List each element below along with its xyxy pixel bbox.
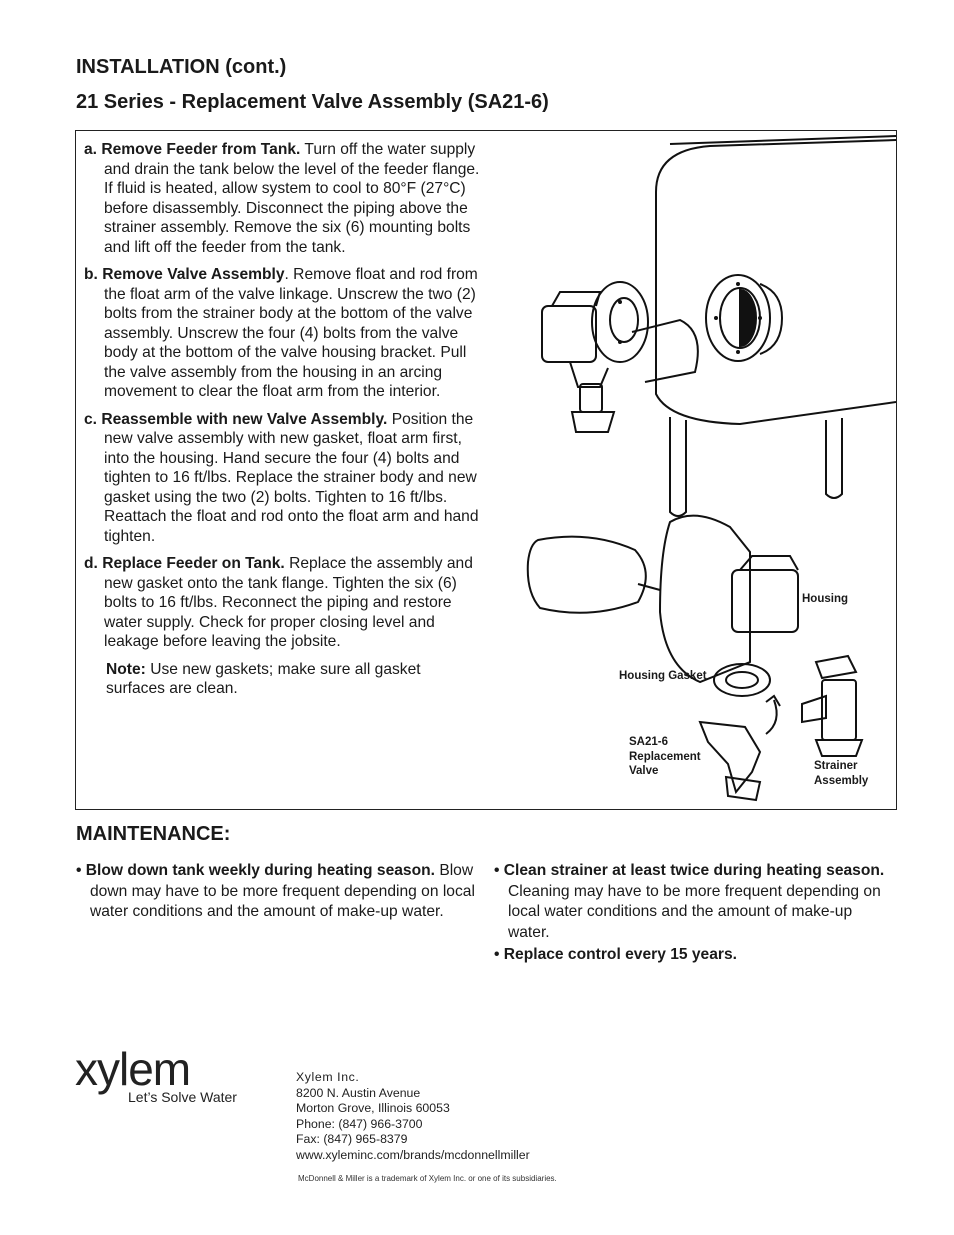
step-d-text: Replace the assembly and new gasket onto the tank flange. Tighten the six (6) bolts to 16 ft/lbs. Reconnect the piping and restore water supply. Check for proper closing level and leakage before leaving the jobsite. — [104, 555, 473, 650]
maintenance-item-lead: • Clean strainer at least twice during heating season. — [494, 862, 885, 879]
strainer-body — [822, 680, 856, 740]
maintenance-item-lead: • Replace control every 15 years. — [494, 946, 737, 963]
feeder-diagram — [520, 132, 896, 808]
step-c — [84, 410, 480, 547]
note-text: Use new gaskets; make sure all gasket surfaces are clean. — [106, 660, 421, 697]
step-c-text: Position the new valve assembly with new gasket, float arm first, into the housing. Hand secure the four (4) bolts and tighten to 16 ft/lbs. Replace the strainer body and new gasket using the two (2) bolts. Tighten to 16 ft/lbs. Reattach the float and rod onto the float arm and hand tighten. — [104, 410, 479, 545]
step-a — [84, 140, 480, 257]
label-strainer-assembly — [814, 759, 868, 788]
feeder-pipe — [632, 320, 698, 382]
maintenance-item-lead: • Blow down tank weekly during heating season. — [76, 862, 435, 879]
maintenance-item — [494, 861, 894, 943]
label-strainer-line-2: Assembly — [814, 774, 869, 787]
housing-box — [732, 570, 798, 632]
label-strainer-line-1: Strainer — [814, 760, 858, 772]
tank-leg-right — [826, 418, 842, 498]
step-b-lead: b. Remove Valve Assembly — [84, 266, 285, 283]
label-valve-line-1: SA21-6 — [629, 736, 668, 748]
section-subtitle: 21 Series - Replacement Valve Assembly (SA21-6) — [76, 91, 549, 113]
label-replacement-valve — [629, 735, 701, 779]
maintenance-left — [76, 861, 482, 925]
label-valve-line-2: Replacement — [629, 750, 701, 763]
housing-flange — [660, 516, 750, 682]
float-ball — [528, 537, 646, 613]
address-fax: Fax: (847) 965-8379 — [296, 1132, 408, 1146]
strainer-gasket — [816, 656, 856, 678]
assembly-arrow — [766, 696, 780, 734]
address-city: Morton Grove, Illinois 60053 — [296, 1101, 450, 1115]
feeder-housing — [542, 306, 596, 362]
maintenance-right — [494, 861, 894, 968]
note — [84, 660, 480, 699]
installation-steps — [84, 140, 480, 699]
float-rod — [638, 584, 660, 590]
label-housing: Housing — [802, 593, 848, 605]
step-a-text: Turn off the water supply and drain the tank below the level of the feeder flange. If fluid is heated, allow system to cool to 80°F (27°C) before disassembly. Disconnect the piping above the strainer assembly. Remove the six (6) mounting bolts and lift off the feeder from the tank. — [104, 141, 480, 256]
feeder-flange — [592, 282, 648, 362]
section-title-installation: INSTALLATION (cont.) — [76, 56, 287, 78]
note-lead: Note: — [106, 660, 146, 678]
address-web: www.xyleminc.com/brands/mcdonnellmiller — [296, 1147, 530, 1162]
step-a-lead: a. Remove Feeder from Tank. — [84, 141, 301, 158]
trademark-notice: McDonnell & Miller is a trademark of Xylem Inc. or one of its subsidiaries. — [298, 1174, 557, 1183]
tank-opening-dark — [740, 290, 756, 346]
xylem-logo — [75, 1043, 191, 1095]
tank-leg-left — [670, 417, 686, 516]
step-c-lead: c. Reassemble with new Valve Assembly. — [84, 410, 388, 428]
step-b — [84, 265, 480, 402]
maintenance-item-text: Cleaning may have to be more frequent depending on local water conditions and the amount of make-up water. — [508, 882, 881, 941]
tank-body — [656, 140, 896, 424]
address-street: 8200 N. Austin Avenue — [296, 1085, 421, 1100]
section-title-maintenance: MAINTENANCE: — [76, 823, 231, 845]
company-address — [296, 1070, 530, 1163]
company-name: Xylem Inc. — [296, 1070, 360, 1084]
label-valve-line-3: Valve — [629, 765, 659, 777]
housing-gasket-shape — [714, 664, 770, 696]
maintenance-item — [494, 945, 894, 966]
address-phone: Phone: (847) 966-3700 — [296, 1116, 423, 1131]
maintenance-item — [76, 861, 482, 923]
label-housing-gasket: Housing Gasket — [619, 670, 707, 682]
maintenance-item-text: Blow down may have to be more frequent depending on local water conditions and the amount of make-up water. — [90, 862, 475, 920]
logo-tagline: Let’s Solve Water — [128, 1089, 237, 1105]
step-b-text: . Remove float and rod from the float arm of the valve linkage. Unscrew the two (2) bolts from the strainer body at the bottom of the valve assembly. Unscrew the four (4) bolts from the valve body at the bottom of the valve housing bracket. Pull the valve assembly from the housing in an arcing movement to clear the float arm from the interior. — [104, 266, 478, 400]
logo-wordmark: xylem — [75, 1043, 191, 1095]
step-d-lead: d. Replace Feeder on Tank. — [84, 555, 285, 572]
step-d — [84, 554, 480, 652]
